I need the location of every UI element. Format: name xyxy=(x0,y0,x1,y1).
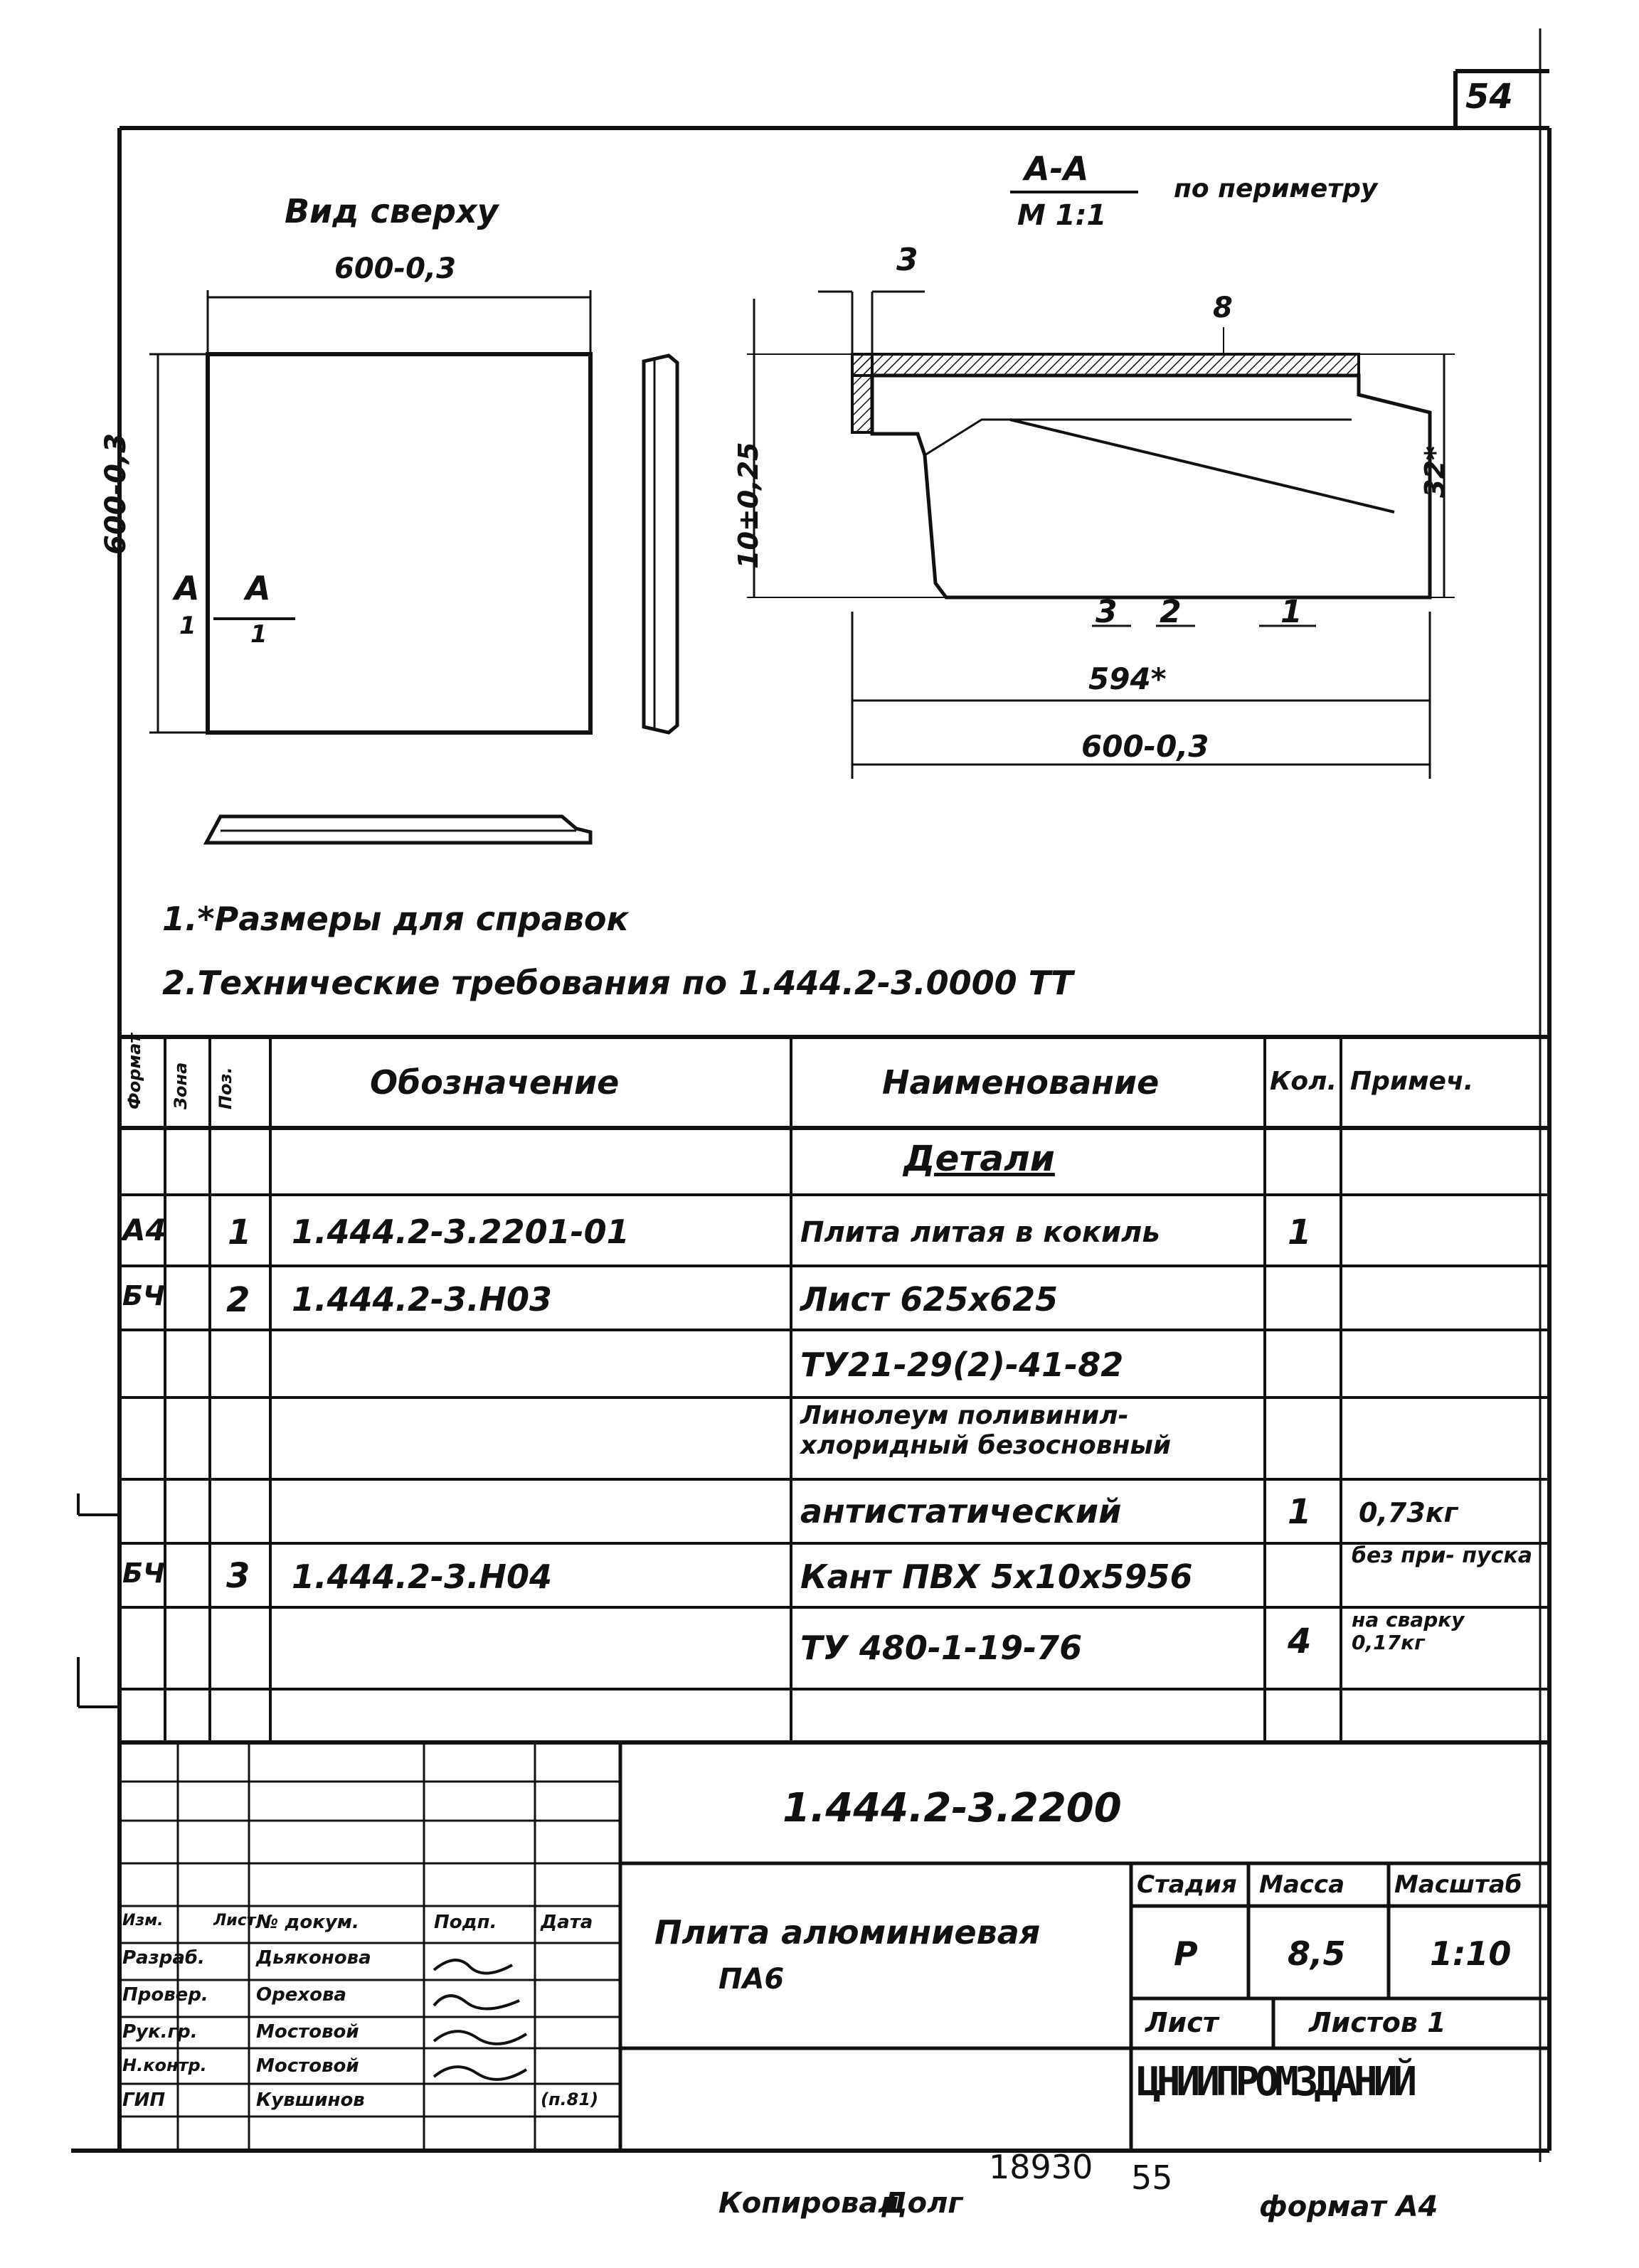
col-header-list: Лист xyxy=(213,1912,256,1929)
sheet-label: Лист xyxy=(1145,2007,1219,2038)
section-sub-right: 1 xyxy=(250,620,267,649)
section-sub-left: 1 xyxy=(179,612,196,640)
role-label: Рук.гр. xyxy=(122,2021,198,2043)
doc-number: 1.444.2-3.2200 xyxy=(783,1785,1122,1831)
spec-header-format: Формат xyxy=(124,1033,144,1109)
row-name: ТУ21-29(2)-41-82 xyxy=(800,1346,1124,1384)
row-name: Плита литая в кокиль xyxy=(800,1216,1160,1249)
section-note: по периметру xyxy=(1174,174,1378,203)
dim-32: 32* xyxy=(1419,446,1450,498)
row-note: без при- пуска xyxy=(1352,1543,1532,1568)
col-header-izm: Изм. xyxy=(122,1912,164,1929)
sheets-label: Листов 1 xyxy=(1309,2007,1446,2038)
col-header-doc: № докум. xyxy=(256,1912,359,1933)
role-name: Мостовой xyxy=(256,2055,359,2077)
format-label: формат А4 xyxy=(1259,2190,1438,2223)
note-2: 2.Технические требования по 1.444.2-3.0000 ТТ xyxy=(162,964,1073,1002)
role-label: Провер. xyxy=(122,1984,208,2006)
col-header-sign: Подп. xyxy=(434,1912,497,1933)
row-name: Лист 625х625 xyxy=(800,1280,1059,1319)
copied-label: Копировал xyxy=(718,2187,899,2220)
section-mark-left: А xyxy=(174,569,200,607)
row-qty: 4 xyxy=(1288,1622,1312,1661)
spec-header-note: Примеч. xyxy=(1350,1067,1474,1096)
scale-label: Масштаб xyxy=(1394,1870,1522,1899)
section-title-bottom: М 1:1 xyxy=(1017,199,1107,232)
date-value: (п.81) xyxy=(541,2089,599,2109)
row-format: БЧ xyxy=(122,1280,165,1311)
col-header-date: Дата xyxy=(541,1912,593,1933)
row-qty: 1 xyxy=(1288,1492,1312,1532)
row-name: антистатический xyxy=(800,1492,1122,1530)
spec-header-pos: Поз. xyxy=(216,1067,235,1109)
role-label: Разраб. xyxy=(122,1947,205,1969)
stage-value: Р xyxy=(1174,1934,1198,1973)
role-name: Орехова xyxy=(256,1984,346,2006)
row-designation: 1.444.2-3.Н03 xyxy=(292,1280,553,1319)
signature-marks xyxy=(427,1945,534,2116)
section-title-top: А-А xyxy=(1024,149,1089,188)
stage-label: Стадия xyxy=(1137,1870,1237,1899)
product-sub: ПА6 xyxy=(718,1963,785,1996)
spec-section-title: Детали xyxy=(903,1138,1055,1179)
footer-number: 18930 xyxy=(989,2148,1093,2186)
section-mark-right: А xyxy=(245,569,271,607)
scale-value: 1:10 xyxy=(1430,1934,1512,1973)
row-name: ТУ 480-1-19-76 xyxy=(800,1629,1083,1667)
row-pos: 2 xyxy=(226,1280,250,1320)
spec-header-name: Наименование xyxy=(882,1063,1160,1102)
row-note: на сварку 0,17кг xyxy=(1352,1608,1465,1654)
mass-label: Масса xyxy=(1259,1870,1345,1899)
dim-594: 594* xyxy=(1088,661,1167,696)
role-label: Н.контр. xyxy=(122,2055,207,2075)
dim-height: 10±0,25 xyxy=(733,442,764,569)
spec-header-zone: Зона xyxy=(171,1062,191,1109)
row-format: БЧ xyxy=(122,1558,165,1589)
dim-left: 600-0,3 xyxy=(100,433,132,555)
dim-8: 8 xyxy=(1213,292,1233,324)
row-designation: 1.444.2-3.Н04 xyxy=(292,1558,553,1596)
part-label-3: 3 xyxy=(1096,594,1118,630)
row-pos: 3 xyxy=(226,1556,250,1596)
part-label-1: 1 xyxy=(1280,594,1303,630)
role-name: Мостовой xyxy=(256,2021,359,2043)
dim-top: 600-0,3 xyxy=(334,252,456,285)
dim-600: 600-0,3 xyxy=(1081,729,1209,764)
top-view-title: Вид сверху xyxy=(285,192,499,230)
spec-header-qty: Кол. xyxy=(1270,1067,1337,1096)
spec-header-designation: Обозначение xyxy=(370,1063,620,1102)
row-name: Линолеум поливинил- хлоридный безосновный xyxy=(800,1401,1172,1460)
mass-value: 8,5 xyxy=(1288,1934,1346,1973)
row-designation: 1.444.2-3.2201-01 xyxy=(292,1213,630,1251)
footer-sheet-number: 55 xyxy=(1131,2158,1173,2197)
product-name: Плита алюминиевая xyxy=(654,1913,1041,1952)
copier-sign: Долг xyxy=(882,2187,963,2220)
dim-3: 3 xyxy=(896,242,918,278)
note-1: 1.*Размеры для справок xyxy=(162,900,629,938)
row-pos: 1 xyxy=(228,1213,252,1252)
row-name: Кант ПВХ 5х10х5956 xyxy=(800,1558,1193,1596)
role-name: Кувшинов xyxy=(256,2089,365,2111)
row-note: 0,73кг xyxy=(1359,1497,1458,1528)
section-aa-view xyxy=(0,0,1639,1038)
page-number: 54 xyxy=(1465,77,1513,117)
row-format: А4 xyxy=(122,1213,166,1247)
row-qty: 1 xyxy=(1288,1213,1312,1252)
role-name: Дьяконова xyxy=(256,1947,371,1969)
role-label: ГИП xyxy=(122,2089,166,2111)
organization-name: ЦНИИПРОМЗДАНИЙ xyxy=(1137,2059,1413,2105)
part-label-2: 2 xyxy=(1160,594,1182,630)
